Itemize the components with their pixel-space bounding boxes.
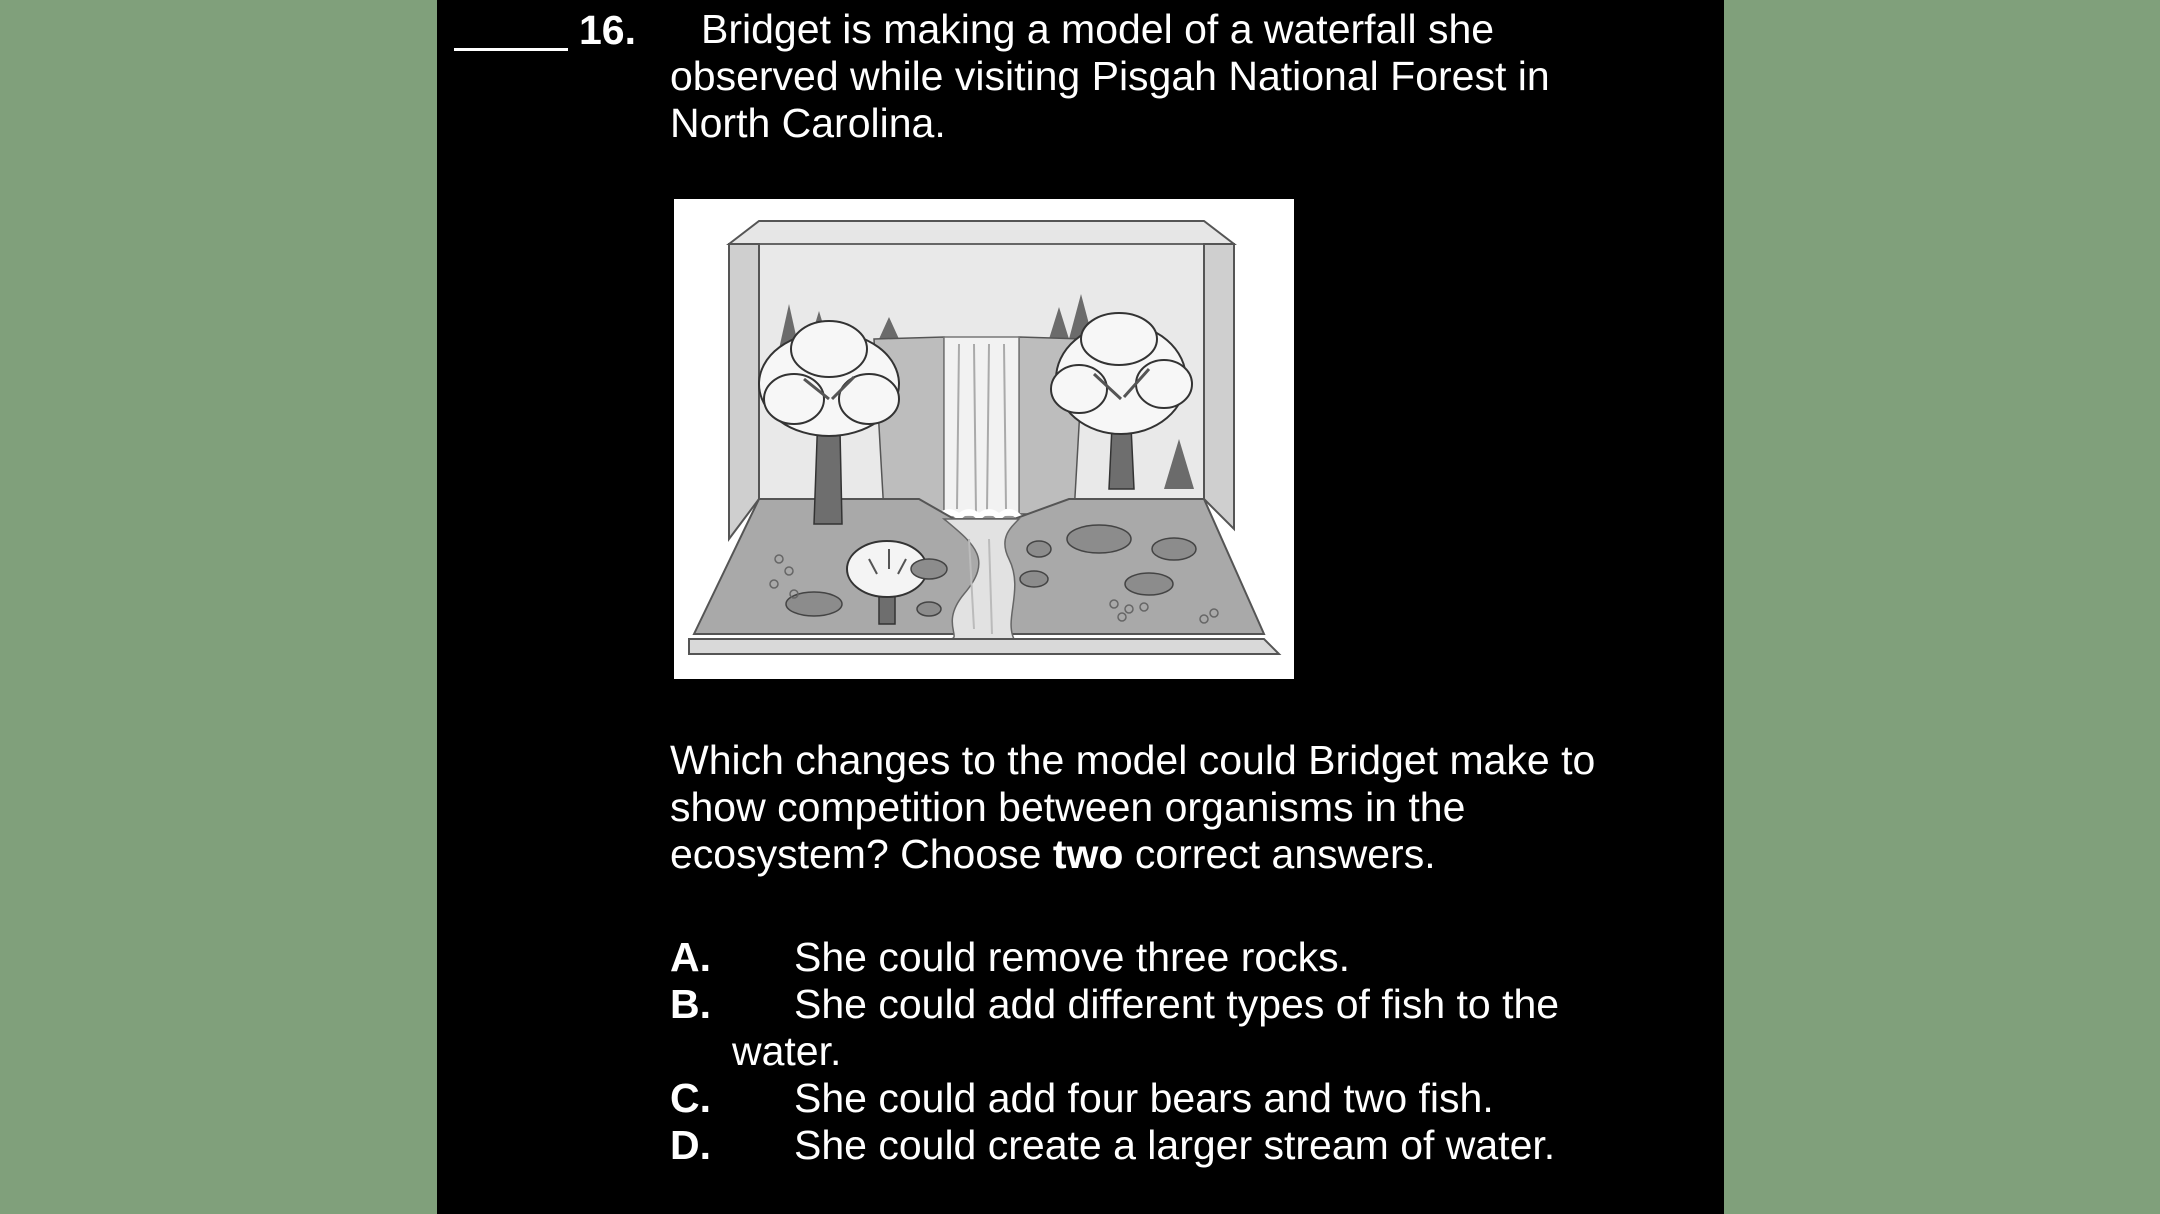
question-slide (437, 0, 1724, 1214)
choice-text: She could create a larger stream of water. (794, 1122, 1556, 1168)
base-platform (689, 639, 1279, 654)
choice-letter: C. (670, 1075, 711, 1121)
choice-letter: B. (670, 981, 711, 1027)
choice-d[interactable] (670, 1122, 1650, 1169)
prompt-text-end: correct answers. (1123, 831, 1436, 877)
choice-letter: A. (670, 934, 711, 980)
prompt-text-start: Which changes to the model could Bridget make to show competition between organisms in the ecosystem? Choose (670, 737, 1596, 877)
answer-blank-line (454, 48, 568, 51)
question-intro: Bridget is making a model of a waterfall she observed while visiting Pisgah National Forest in North Carolina. (670, 6, 1550, 146)
choice-text: She could remove three rocks. (794, 934, 1351, 980)
question-number: 16. (579, 7, 636, 53)
answer-choices (670, 934, 1650, 1169)
prompt-emphasis: two (1052, 831, 1124, 877)
choice-b[interactable] (670, 981, 1650, 1075)
choice-text-continued: water. (732, 1028, 842, 1074)
choice-letter: D. (670, 1122, 711, 1168)
waterfall (939, 337, 1019, 517)
question-prompt (670, 737, 1630, 878)
choice-text: She could add four bears and two fish. (794, 1075, 1494, 1121)
waterfall-model-figure (674, 199, 1294, 679)
choice-text: She could add different types of fish to the (794, 981, 1560, 1027)
choice-c[interactable] (670, 1075, 1650, 1122)
choice-a[interactable] (670, 934, 1650, 981)
